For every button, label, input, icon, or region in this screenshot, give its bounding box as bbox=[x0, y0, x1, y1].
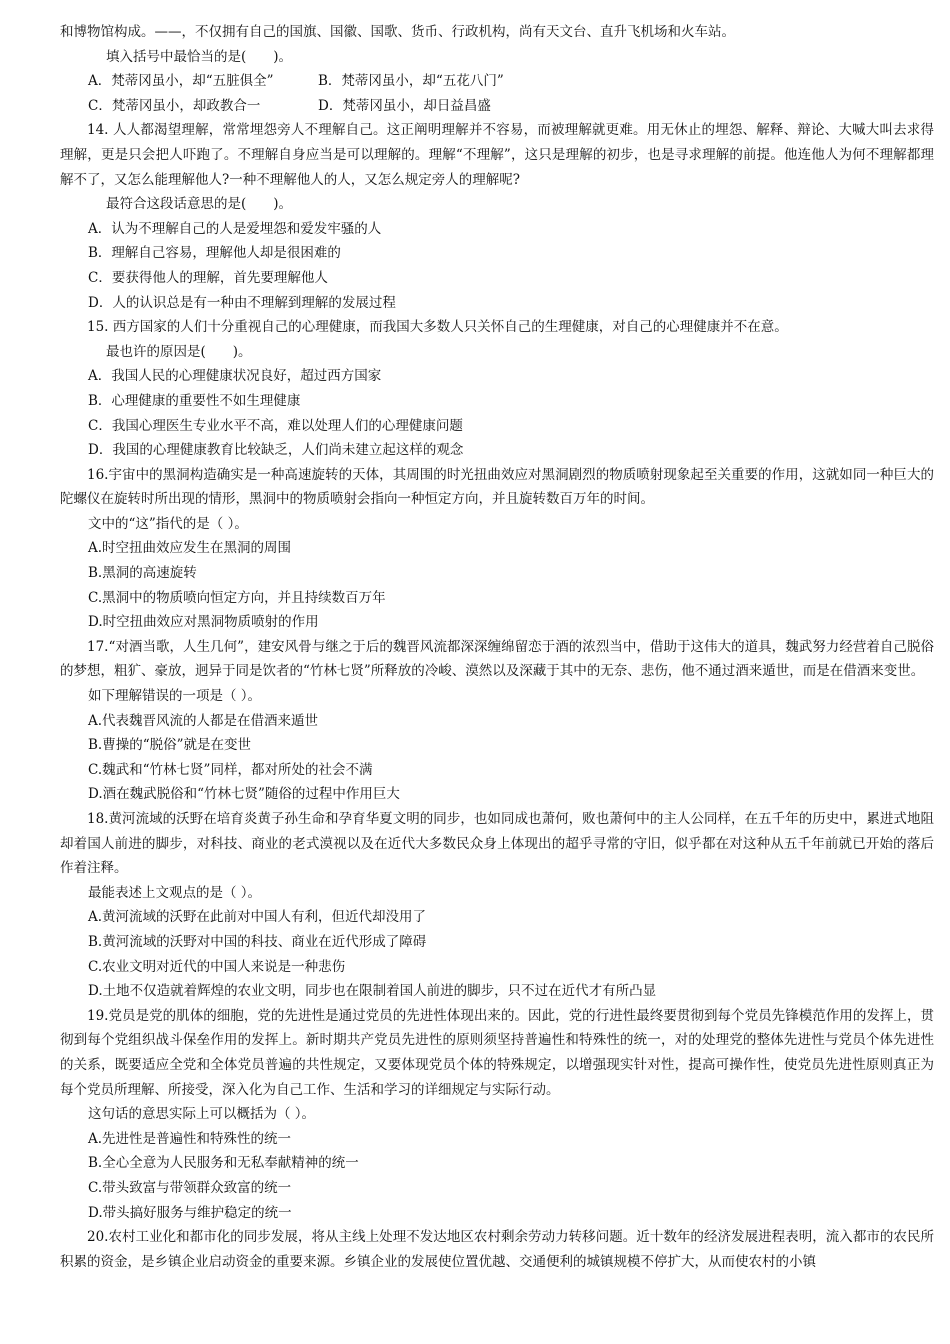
q16-option-b: B.黑洞的高速旋转 bbox=[88, 565, 197, 582]
q13-option-a: A．梵蒂冈虽小，却“五脏俱全” bbox=[88, 73, 274, 90]
q18-stem: 最能表述上文观点的是（ ）。 bbox=[88, 884, 262, 901]
q19-stem: 这句话的意思实际上可以概括为（ ）。 bbox=[88, 1106, 316, 1123]
q13-stem: 填入括号中最恰当的是( )。 bbox=[106, 48, 293, 65]
q19-option-a: A.先进性是普遍性和特殊性的统一 bbox=[88, 1130, 292, 1147]
q16-stem: 文中的“这”指代的是（ ）。 bbox=[88, 515, 248, 532]
q19-text: 19.党员是党的肌体的细胞，党的先进性是通过党员的先进性体现出来的。因此，党的行进性最终要贯彻到每个党员先锋模范作用的发挥上，贯彻到每个党组织战斗保垒作用的发挥上。新时期共产党员先进性的原则须坚持普遍性和特殊性的统一，对的处理党的整体先进性与党员个体先进性的关系，既要适应全党和全体党员普遍的共性规定，又要体现党员个体的特殊规定，以增强现实针对性，提高可操作性，使党员先进性原则真正为每个党员所理解、所接受，深入化为自己工作、生活和学习的详细规定与实际行动。 bbox=[60, 1007, 934, 1098]
q18-option-d: D.土地不仅造就着辉煌的农业文明，同步也在限制着国人前进的脚步，只不过在近代才有所凸显 bbox=[88, 983, 657, 1000]
q19-option-d: D.带头搞好服务与维护稳定的统一 bbox=[88, 1204, 292, 1221]
q15-option-a: A．我国人民的心理健康状况良好，超过西方国家 bbox=[88, 368, 382, 385]
q20-text: 20.农村工业化和都市化的同步发展，将从主线上处理不发达地区农村剩余劳动力转移问题。近十数年的经济发展进程表明，流入都市的农民所积累的资金，是乡镇企业启动资金的重要来源。乡镇企业的发展使位置优越、交通便利的城镇规模不停扩大，从而使农村的小镇 bbox=[60, 1229, 934, 1270]
q13-tail-text: 和博物馆构成。——，不仅拥有自己的国旗、国徽、国歌、货币、行政机构，尚有天文台、直升飞机场和火车站。 bbox=[60, 24, 735, 40]
q13-option-d: D．梵蒂冈虽小，却日益昌盛 bbox=[318, 97, 491, 114]
q18-option-c: C.农业文明对近代的中国人来说是一种悲伤 bbox=[88, 958, 346, 975]
q16-option-c: C.黑洞中的物质喷向恒定方向，并且持续数百万年 bbox=[88, 589, 386, 606]
q17-option-d: D.酒在魏武脱俗和“竹林七贤”随俗的过程中作用巨大 bbox=[88, 786, 400, 803]
q19-option-b: B.全心全意为人民服务和无私奉献精神的统一 bbox=[88, 1155, 359, 1172]
q14-stem: 最符合这段话意思的是( )。 bbox=[106, 196, 293, 213]
q15-text: 15. 西方国家的人们十分重视自己的心理健康，而我国大多数人只关怀自己的生理健康，对自己的心理健康并不在意。 bbox=[87, 319, 788, 336]
q17-text: 17.“对酒当歌，人生几何”，建安风骨与继之于后的魏晋风流都深深缠绵留恋于酒的浓烈当中，借助于这伟大的道具，魏武努力经营着自己脱俗的梦想，粗犷、豪放，迥异于同是饮者的“竹林七贤”所释放的冷峻、漠然以及深藏于其中的无奈、悲伤，他不通过酒来遁世，而是在借酒来变世。 bbox=[60, 638, 934, 680]
q15-option-d: D．我国的心理健康教育比较缺乏，人们尚未建立起这样的观念 bbox=[88, 442, 464, 459]
q16-option-a: A.时空扭曲效应发生在黑洞的周围 bbox=[88, 540, 292, 557]
q17-stem: 如下理解错误的一项是（ ）。 bbox=[88, 688, 262, 705]
q13-options-row-2 bbox=[60, 94, 934, 119]
q16-text: 16.宇宙中的黑洞构造确实是一种高速旋转的天体，其周围的时光扭曲效应对黑洞剧烈的物质喷射现象起至关重要的作用，这就如同一种巨大的陀螺仪在旋转时所出现的情形，黑洞中的物质喷射会指向一种恒定方向，并且旋转数百万年的时间。 bbox=[60, 466, 934, 508]
q13-options-row-1 bbox=[60, 69, 934, 94]
q13-option-c: C．梵蒂冈虽小，却政教合一 bbox=[88, 97, 261, 114]
q17-option-b: B.曹操的“脱俗”就是在变世 bbox=[88, 737, 252, 754]
q15-stem: 最也许的原因是( )。 bbox=[106, 343, 252, 360]
q17-option-a: A.代表魏晋风流的人都是在借酒来遁世 bbox=[88, 712, 319, 729]
q17-option-c: C.魏武和“竹林七贤”同样，都对所处的社会不满 bbox=[88, 761, 373, 778]
q16-option-d: D.时空扭曲效应对黑洞物质喷射的作用 bbox=[88, 614, 319, 631]
q15-option-b: B．心理健康的重要性不如生理健康 bbox=[88, 392, 301, 409]
q13-option-b: B．梵蒂冈虽小，却“五花八门” bbox=[318, 73, 504, 90]
q15-option-c: C．我国心理医生专业水平不高，难以处理人们的心理健康问题 bbox=[88, 417, 463, 434]
q18-option-b: B.黄河流域的沃野对中国的科技、商业在近代形成了障碍 bbox=[88, 933, 427, 950]
q18-text: 18.黄河流域的沃野在培育炎黄子孙生命和孕育华夏文明的同步，也如同成也萧何，败也萧何中的主人公同样，在五千年的历史中，累进式地阻却着国人前进的脚步，对科技、商业的老式漠视以及在近代大多数民众身上体现出的超乎寻常的守旧，似乎都在对这种从五千年前就已开始的落后作着注释。 bbox=[60, 811, 934, 877]
q19-option-c: C.带头致富与带领群众致富的统一 bbox=[88, 1179, 292, 1196]
q14-text: 14. 人人都渴望理解，常常埋怨旁人不理解自己。这正阐明理解并不容易，而被理解就更难。用无休止的埋怨、解释、辩论、大喊大叫去求得理解，更是只会把人吓跑了。不理解自身应当是可以理解的。理解“不理解”，这只是理解的初步，也是寻求理解的前提。他连他人为何不理解都理解不了，又怎么能理解他人?一种不理解他人的人，又怎么规定旁人的理解呢? bbox=[60, 122, 934, 188]
q14-option-b: B．理解自己容易，理解他人却是很困难的 bbox=[88, 245, 341, 262]
q14-option-a: A．认为不理解自己的人是爱埋怨和爱发牢骚的人 bbox=[88, 220, 382, 237]
q14-option-d: D．人的认识总是有一种由不理解到理解的发展过程 bbox=[88, 294, 396, 311]
q14-option-c: C．要获得他人的理解，首先要理解他人 bbox=[88, 269, 328, 286]
q18-option-a: A.黄河流域的沃野在此前对中国人有利，但近代却没用了 bbox=[88, 909, 427, 926]
